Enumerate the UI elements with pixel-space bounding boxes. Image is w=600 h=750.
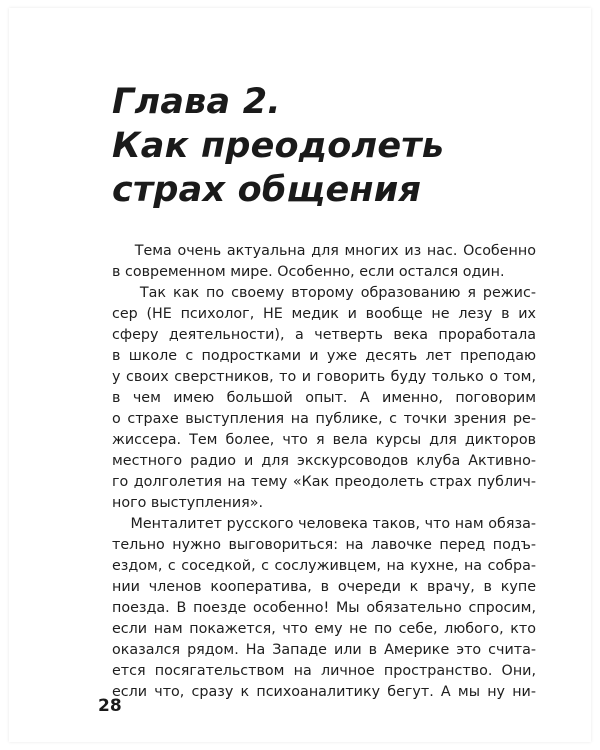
paragraph bbox=[112, 241, 536, 283]
chapter-title-line: Глава 2. bbox=[112, 82, 281, 122]
text-line: сер (НЕ психолог, НЕ медик и вообще не лезу в их bbox=[112, 306, 536, 322]
text-line: в чем имею большой опыт. А именно, поговорим bbox=[112, 390, 536, 406]
book-page bbox=[9, 8, 591, 742]
text-line: если нам покажется, что ему не по себе, любого, кто bbox=[112, 621, 536, 637]
text-line: Так как по своему второму образованию я режис- bbox=[112, 285, 536, 301]
text-line: если что, сразу к психоаналитику бегут. А мы ну ни- bbox=[112, 684, 536, 700]
text-line: нии членов кооператива, в очереди к врачу, в купе bbox=[112, 579, 536, 595]
text-line: оказался рядом. На Западе или в Америке это счита- bbox=[112, 642, 536, 658]
text-line: ездом, с соседкой, с сослуживцем, на кухне, на собра- bbox=[112, 558, 536, 574]
body-text bbox=[112, 241, 536, 703]
text-line: поезда. В поезде особенно! Мы обязательно спросим, bbox=[112, 600, 536, 616]
text-line: сферу деятельности), а четверть века проработала bbox=[112, 327, 536, 343]
text-line: ного выступления». bbox=[112, 495, 264, 511]
chapter-title-line: Как преодолеть bbox=[112, 126, 445, 166]
text-line: о страхе выступления на публике, с точки зрения ре- bbox=[112, 411, 536, 427]
text-line: го долголетия на тему «Как преодолеть страх публич- bbox=[112, 474, 536, 490]
text-line: в современном мире. Особенно, если остался один. bbox=[112, 264, 505, 280]
text-line: местного радио и для экскурсоводов клуба Активно- bbox=[112, 453, 536, 469]
paragraph bbox=[112, 514, 536, 703]
text-line: Тема очень актуальна для многих из нас. Особенно bbox=[112, 243, 536, 259]
text-line: тельно нужно выговориться: на лавочке перед подъ- bbox=[112, 537, 536, 553]
chapter-title bbox=[112, 80, 552, 212]
text-line: у своих сверстников, то и говорить буду только о том, bbox=[112, 369, 536, 385]
chapter-title-line: страх общения bbox=[112, 170, 422, 210]
text-line: в школе с подростками и уже десять лет преподаю bbox=[112, 348, 536, 364]
text-line: жиссера. Тем более, что я вела курсы для дикторов bbox=[112, 432, 536, 448]
paragraph bbox=[112, 283, 536, 514]
text-line: ется посягательством на личное пространство. Они, bbox=[112, 663, 536, 679]
page-number: 28 bbox=[98, 696, 122, 716]
text-line: Менталитет русского человека таков, что нам обяза- bbox=[112, 516, 536, 532]
